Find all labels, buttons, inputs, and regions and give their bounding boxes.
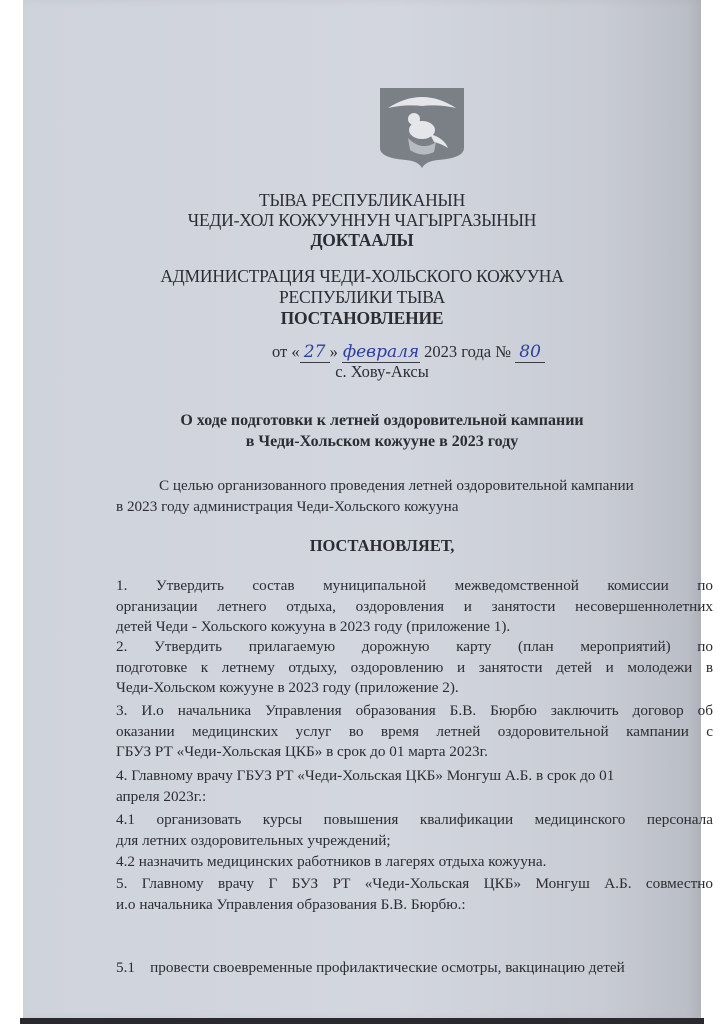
item-4-1-line2: для летних оздоровительных учреждений;	[116, 831, 391, 849]
place: с. Хову-Аксы	[335, 362, 429, 381]
header-russian-doc-type: ПОСТАНОВЛЕНИЕ	[280, 308, 444, 328]
date-prefix: от «	[272, 342, 300, 361]
item-1-line2: организации летнего отдыха, оздоровления и занятости несовершеннолетних	[116, 597, 713, 615]
date-day: 27	[300, 342, 330, 363]
decree-heading	[23, 536, 701, 556]
item-3	[116, 701, 713, 763]
decree-word: ПОСТАНОВЛЯЕТ	[309, 536, 451, 555]
title-line1: О ходе подготовки к летней оздоровительной кампании	[180, 412, 584, 429]
item-2-line1: 2. Утвердить прилагаемую дорожную карту (план мероприятий) по	[116, 638, 713, 655]
header-tuvan-doc-type: ДОКТААЛЫ	[310, 230, 414, 250]
item-5-1-line1: 5.1 провести своевременные профилактические осмотры, вакцинацию детей	[116, 959, 625, 976]
scanner-edge	[20, 1018, 704, 1024]
date-year: 2023 года №	[424, 342, 511, 361]
item-1-line1: 1. Утвердить состав муниципальной межведомственной комиссии по	[116, 577, 713, 594]
preamble-line2: в 2023 году администрация Чеди-Хольского кожууна	[116, 498, 459, 515]
header-tuvan-line1: ТЫВА РЕСПУБЛИКАНЫН	[258, 190, 466, 210]
item-4-line1: 4. Главному врачу ГБУЗ РТ «Чеди-Хольская ЦКБ» Монгуш А.Б. в срок до 01	[116, 767, 615, 784]
decree-mark: ,	[450, 536, 455, 555]
item-2-line3: Чеди-Хольском кожууне в 2023 году (приложение 2).	[116, 679, 459, 696]
coat-of-arms-icon	[378, 86, 466, 168]
item-4-1	[116, 810, 713, 851]
item-3-line1: 3. И.о начальника Управления образования Б.В. Бюрбю заключить договор об	[116, 702, 713, 719]
item-3-line3: ГБУЗ РТ «Чеди-Хольская ЦКБ» в срок до 01 марта 2023г.	[116, 743, 488, 760]
item-4-2	[116, 852, 713, 873]
item-5	[116, 874, 713, 915]
date-month: февраля	[342, 342, 420, 362]
item-5-line1: 5. Главному врачу Г БУЗ РТ «Чеди-Хольская ЦКБ» Монгуш А.Б. совместно	[116, 875, 713, 892]
title-line2: в Чеди-Хольском кожууне в 2023 году	[245, 433, 519, 450]
item-5-line2: и.о начальника Управления образования Б.В. Бюрбю.:	[116, 895, 466, 913]
item-1	[116, 576, 713, 638]
date-line	[272, 342, 545, 363]
header-russian-line2: РЕСПУБЛИКИ ТЫВА	[278, 287, 446, 307]
item-1-line3: детей Чеди - Хольского кожууна в 2023 году (приложение 1).	[116, 618, 511, 635]
item-4-1-line1: 4.1 организовать курсы повышения квалификации медицинского персонала	[116, 811, 713, 828]
item-3-line2: оказании медицинских услуг во время летней оздоровительной кампании с	[116, 722, 713, 740]
item-2-line2: подготовке к летнему отдыху, оздоровлению и занятости детей и молодежи в	[116, 658, 713, 676]
document-number: 80	[515, 342, 545, 363]
item-4-line2: апреля 2023г.:	[116, 787, 207, 805]
document-page	[23, 0, 713, 1020]
item-5-1	[116, 917, 713, 1020]
item-4	[116, 766, 713, 807]
preamble-line1: С целью организованного проведения летней оздоровительной кампании	[159, 477, 634, 494]
item-4-2-line1: 4.2 назначить медицинских работников в лагерях отдыха кожууна.	[116, 853, 547, 870]
header-russian-line1: АДМИНИСТРАЦИЯ ЧЕДИ-ХОЛЬСКОГО КОЖУУНА	[160, 266, 564, 286]
item-2	[116, 637, 713, 699]
date-mid: »	[329, 342, 338, 361]
header-tuvan-line2: ЧЕДИ-ХОЛ КОЖУУННУН ЧАГЫРГАЗЫНЫН	[187, 210, 537, 230]
